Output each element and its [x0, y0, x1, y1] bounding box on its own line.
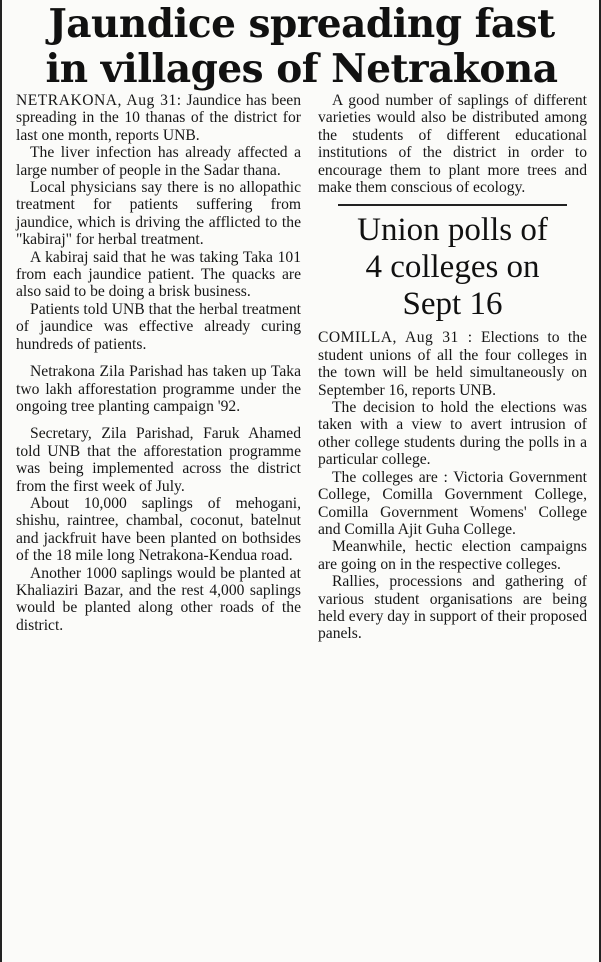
article-paragraph-5: Patients told UNB that the herbal treatment of jaundice was effective already curing hundreds of patients. — [16, 300, 301, 353]
main-headline-line-1: Jaundice spreading fast — [48, 1, 555, 47]
second-headline-line-1: Union polls of — [357, 212, 548, 249]
article-paragraph-7: Secretary, Zila Parishad, Faruk Ahamed told UNB that the afforestation programme was being implemented across the district from the first week of July. — [16, 425, 301, 495]
article2-paragraph-4: Meanwhile, hectic election campaigns are going on in the respective colleges. — [318, 538, 587, 573]
article-dateline: NETRAKONA, Aug 31: — [16, 92, 182, 109]
article2-paragraph-2: The decision to hold the elections was taken with a view to avert intrusion of other college students during the polls in a particular college. — [318, 399, 587, 469]
article-paragraph-2: The liver infection has already affected a large number of people in the Sadar thana. — [16, 144, 301, 179]
main-headline — [16, 2, 587, 92]
second-headline-line-3: Sept 16 — [402, 286, 503, 323]
article-paragraph-10: A good number of saplings of different varieties would also be distributed among the students of different educational institutions of the district in order to encourage them to plant more trees and make them conscious of ecology. — [318, 92, 587, 197]
main-headline-line-2: in villages of Netrakona — [45, 46, 558, 92]
article-paragraph-8: About 10,000 saplings of mehogani, shishu, raintree, chambal, coconut, batelnut and jackfruit have been planted on bothsides of the 18 mile long Netrakona-Kendua road. — [16, 494, 301, 565]
section-divider — [338, 204, 567, 206]
right-column — [318, 92, 587, 643]
article2-paragraph-1 — [318, 329, 587, 399]
article-paragraph-9: Another 1000 saplings would be planted at Khaliaziri Bazar, and the rest 4,000 saplings would be planted along other roads of the district. — [16, 564, 301, 634]
article-paragraph-1-text: Jaundice has been spreading in the 10 thanas of the district for last one month, reports UNB. — [16, 92, 301, 144]
left-column — [16, 92, 301, 634]
article-paragraph-1 — [16, 92, 301, 144]
article-paragraph-6: Netrakona Zila Parishad has taken up Taka two lakh afforestation programme under the ongoing tree planting campaign '92. — [16, 363, 301, 415]
article2-dateline: COMILLA, Aug 31 : — [318, 329, 473, 347]
article2-paragraph-5: Rallies, processions and gathering of various student organisations are being held every day in support of their proposed panels. — [318, 573, 587, 643]
second-headline — [318, 212, 587, 323]
article2-paragraph-3: The colleges are : Victoria Government College, Comilla Government College, Comilla Government Womens' College and Comilla Ajit Guha College. — [318, 468, 587, 538]
article2-paragraph-1-text: Elections to the student unions of all the four colleges in the town will be held simultaneously on September 16, reports UNB. — [318, 329, 587, 399]
article-columns — [16, 92, 587, 952]
article-paragraph-4: A kabiraj said that he was taking Taka 101 from each jaundice patient. The quacks are also said to be doing a brisk business. — [16, 248, 301, 301]
article-paragraph-3: Local physicians say there is no allopathic treatment for patients suffering from jaundice, which is driving the afflicted to the "kabiraj" for herbal treatment. — [16, 179, 301, 249]
second-headline-line-2: 4 colleges on — [365, 249, 540, 286]
